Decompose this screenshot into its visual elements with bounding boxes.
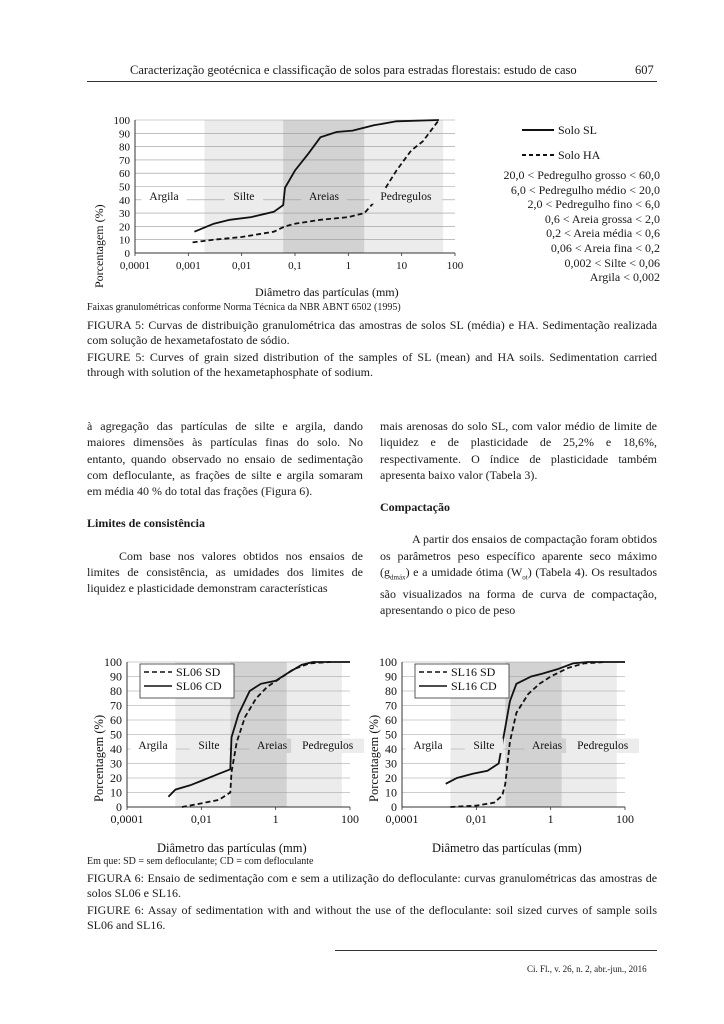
- caption-text: Curvas de distribuição granulométrica das amostras de solos SL (média) e HA. Sedimentação realizada com solução de hexametafostato de sódio.: [87, 318, 658, 347]
- y-tick-label: 70: [385, 698, 397, 713]
- caption-text: Curves of grain sized distribution of the samples of SL (mean) and HA soils. Sedimentation carried through with solution of the hexametaphosphate of sodium.: [87, 350, 658, 379]
- running-title: Caracterização geotécnica e classificação de solos para estradas florestais: estudo de caso: [130, 63, 577, 77]
- x-tick-label: 0,01: [190, 812, 212, 826]
- figure6-sl16-xlabel: Diâmetro das partículas (mm): [432, 841, 582, 855]
- caption-label: FIGURA 5:: [87, 318, 145, 332]
- y-tick-label: 40: [385, 742, 397, 756]
- zone-label: Argila: [138, 740, 168, 752]
- figure5-class-list: [470, 168, 660, 285]
- left-column: [87, 418, 363, 597]
- zone-label: Areias: [309, 190, 340, 203]
- y-tick-label: 20: [110, 771, 122, 785]
- y-tick-label: 10: [385, 785, 397, 800]
- y-tick-label: 80: [110, 684, 122, 698]
- class-item: 2,0 < Pedregulho fino < 6,0: [527, 197, 660, 212]
- x-tick-label: 0,0001: [119, 260, 151, 272]
- paragraph: à agregação das partículas de silte e argila, dando maiores dimensões às partículas finas do solo. No entanto, quando observado no ensaio de sedimentação com defloculante, as frações de silte e argila somaram em média 40 % do total das frações (Figura 6).: [87, 419, 363, 499]
- zone-label: Silte: [198, 740, 220, 752]
- x-tick-label: 1: [345, 260, 352, 272]
- zone-label: Argila: [149, 190, 179, 203]
- x-tick-label: 0,01: [465, 812, 487, 826]
- y-tick-label: 90: [119, 128, 130, 141]
- legend-label: SL06 CD: [176, 679, 222, 693]
- y-tick-label: 70: [110, 698, 122, 713]
- y-tick-label: 30: [385, 756, 397, 771]
- zone-label: Areias: [532, 740, 563, 752]
- x-tick-label: 100: [446, 260, 464, 272]
- figure6-caption-en: [87, 903, 657, 932]
- class-item: 0,6 < Areia grossa < 2,0: [544, 211, 660, 226]
- caption-label: FIGURE 6:: [87, 903, 145, 917]
- y-tick-label: 10: [119, 234, 130, 247]
- paragraph: Com base nos valores obtidos nos ensaios de limites de consistência, as umidades dos limites de liquidez e plasticidade demonstram características: [87, 548, 363, 596]
- legend-label-ha: Solo HA: [558, 148, 601, 162]
- zone-label: Silte: [233, 190, 255, 203]
- figure6-caption-pt: [87, 871, 657, 900]
- figure5-caption-pt: [87, 318, 657, 347]
- figure6-sl16-ylabel: Porcentagem (%): [367, 714, 381, 802]
- zone-label: Argila: [413, 740, 443, 752]
- y-tick-label: 90: [385, 669, 397, 684]
- y-tick-label: 0: [391, 800, 397, 814]
- figure6-chart-sl06: [85, 652, 365, 857]
- y-tick-label: 70: [119, 154, 130, 167]
- figure6-sl06-xlabel: Diâmetro das partículas (mm): [157, 841, 307, 855]
- figure5-note: Faixas granulométricas conforme Norma Técnica da NBR ABNT 6502 (1995): [87, 302, 401, 313]
- zone-label: Silte: [473, 740, 495, 752]
- figure6-chart-sl16: [360, 652, 650, 857]
- figure6-sl06-ylabel: Porcentagem (%): [92, 714, 106, 802]
- footer-rule: [335, 950, 657, 951]
- paragraph: mais arenosas do solo SL, com valor médio de limite de liquidez e de plasticidade de 25,2% e 18,6%, respectivamente. O índice de plasticidade também apresenta baixo valor (Tabela 3).: [380, 419, 657, 482]
- x-tick-label: 0,0001: [110, 812, 144, 826]
- paragraph: A partir dos ensaios de compactação foram obtidos os parâmetros peso específico aparente seco máximo $(g_{dmáx})$ e a umidade ótima $(W_{ot})$ (Tabela 4). Os resultados são visualizados na forma de curva de compactação, apresentando o pico de peso: [380, 532, 657, 618]
- y-tick-label: 40: [119, 194, 130, 207]
- zone-label: Pedregulos: [577, 740, 629, 752]
- y-tick-label: 30: [119, 208, 130, 221]
- right-column: [380, 418, 657, 618]
- legend-label-sl: Solo SL: [558, 123, 598, 137]
- class-item: 6,0 < Pedregulho médio < 20,0: [510, 182, 660, 197]
- y-tick-label: 50: [110, 727, 122, 742]
- page-number: 607: [635, 63, 654, 77]
- y-tick-label: 80: [119, 141, 130, 154]
- caption-text: Ensaio de sedimentação com e sem a utilização do defloculante: curvas granulométricas das amostras de solos SL06 e SL16.: [87, 871, 658, 900]
- y-tick-label: 60: [385, 713, 397, 727]
- x-tick-label: 100: [341, 812, 359, 826]
- figure5-legend: [520, 120, 660, 165]
- zone-label: Pedregulos: [302, 740, 354, 752]
- y-tick-label: 0: [116, 800, 122, 814]
- figure5-xlabel: Diâmetro das partículas (mm): [255, 285, 399, 299]
- figure5-ylabel: Porcentagem (%): [92, 204, 106, 288]
- y-tick-label: 60: [119, 168, 130, 181]
- y-tick-label: 50: [119, 181, 130, 194]
- figure5-caption-en: [87, 350, 657, 379]
- x-tick-label: 0,001: [175, 260, 201, 272]
- x-tick-label: 0,01: [232, 260, 252, 272]
- legend-label: SL06 SD: [176, 665, 221, 679]
- x-tick-label: 10: [396, 260, 408, 272]
- x-tick-label: 0,1: [288, 260, 302, 272]
- y-tick-label: 80: [385, 684, 397, 698]
- caption-text: Assay of sedimentation with and without the use of the defloculante: soil sized curves of sample soils SL06 and SL16.: [87, 903, 657, 932]
- legend-label: SL16 SD: [451, 665, 496, 679]
- class-item: 20,0 < Pedregulho grosso < 60,0: [503, 168, 660, 182]
- x-tick-label: 0,0001: [385, 812, 419, 826]
- caption-label: FIGURE 5:: [87, 350, 145, 364]
- figure5-chart: [85, 110, 485, 300]
- y-tick-label: 60: [110, 713, 122, 727]
- y-tick-label: 100: [104, 655, 122, 669]
- y-tick-label: 30: [110, 756, 122, 771]
- class-item: 0,2 < Areia média < 0,6: [546, 226, 660, 241]
- figure6-note: Em que: SD = sem defloculante; CD = com defloculante: [87, 856, 314, 867]
- y-tick-label: 50: [385, 727, 397, 742]
- footer-citation: Ci. Fl., v. 26, n. 2, abr.-jun., 2016: [527, 964, 647, 974]
- section-heading: Limites de consistência: [87, 516, 205, 531]
- y-tick-label: 0: [124, 248, 130, 260]
- y-tick-label: 100: [379, 655, 397, 669]
- caption-label: FIGURA 6:: [87, 871, 144, 885]
- y-tick-label: 20: [385, 771, 397, 785]
- zone-label: Pedregulos: [380, 190, 432, 203]
- legend-label: SL16 CD: [451, 679, 497, 693]
- y-tick-label: 10: [110, 785, 122, 800]
- y-tick-label: 100: [113, 115, 130, 127]
- x-tick-label: 100: [616, 812, 634, 826]
- class-item: 0,06 < Areia fina < 0,2: [550, 240, 660, 255]
- y-tick-label: 20: [119, 221, 130, 234]
- section-heading: Compactação: [380, 500, 450, 515]
- class-item: Argila < 0,002: [589, 270, 660, 285]
- header-rule: [87, 81, 657, 82]
- x-tick-label: 1: [272, 812, 279, 826]
- y-tick-label: 40: [110, 742, 122, 756]
- x-tick-label: 1: [547, 812, 554, 826]
- y-tick-label: 90: [110, 669, 122, 684]
- zone-label: Areias: [257, 740, 288, 752]
- class-item: 0,002 < Silte < 0,06: [564, 255, 660, 270]
